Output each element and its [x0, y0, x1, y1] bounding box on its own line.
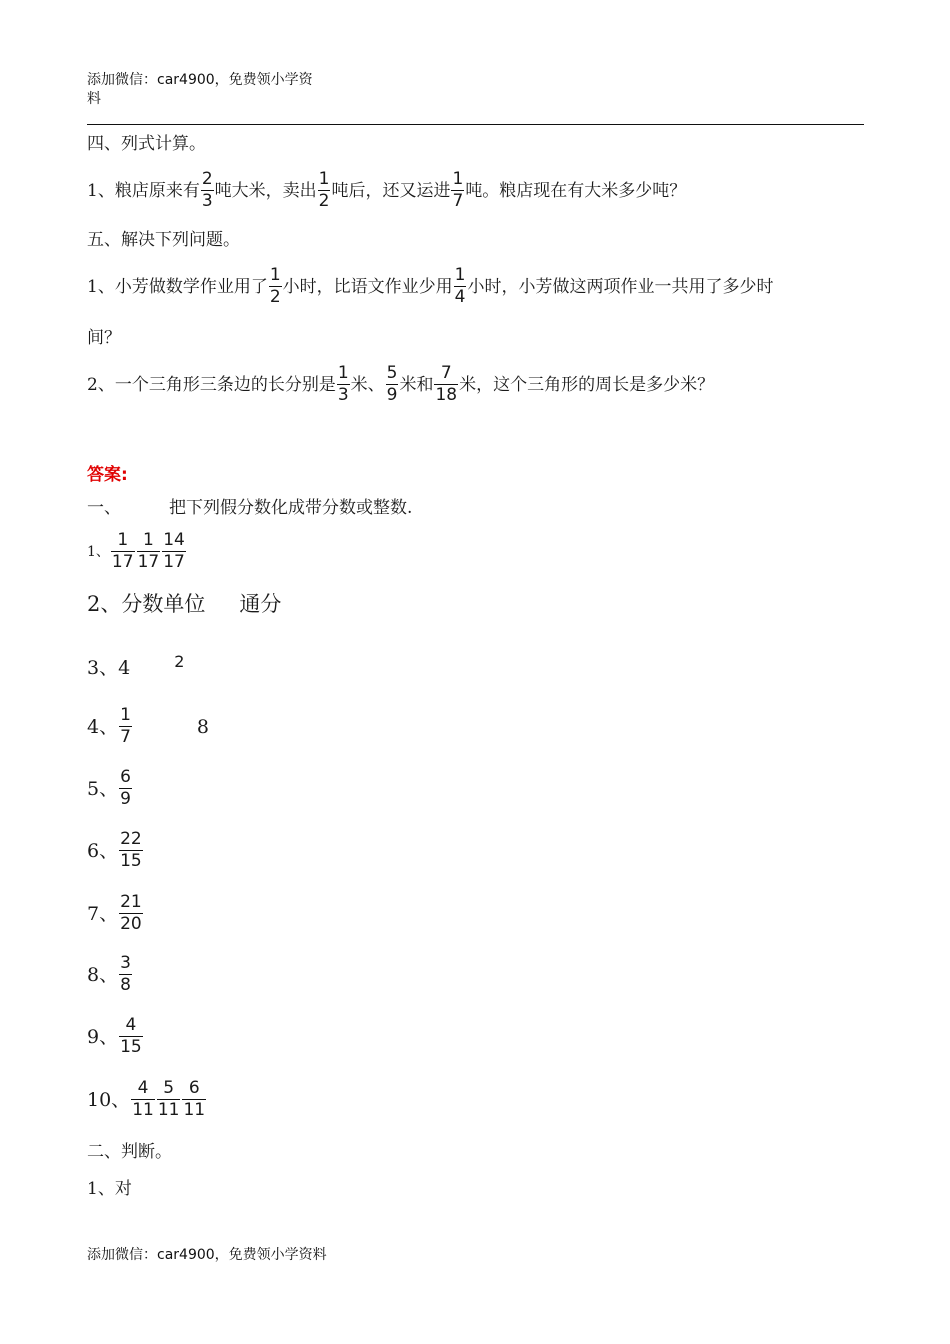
numerator: 22	[120, 829, 142, 849]
answer-label: 3、4	[87, 657, 131, 679]
answer-9	[87, 1016, 144, 1057]
numerator: 5	[163, 1078, 175, 1098]
answers-part-2-title: 二、判断。	[87, 1142, 172, 1162]
q-text: 1、粮店原来有	[87, 180, 200, 201]
section-5-question-2	[87, 364, 714, 405]
fraction	[201, 170, 214, 211]
part-label: 一、	[87, 498, 121, 518]
answer-4	[87, 706, 209, 747]
fraction	[119, 893, 143, 934]
answer-7	[87, 893, 144, 934]
header-text-line2: 料	[87, 91, 101, 107]
numerator: 1	[337, 363, 349, 383]
q-text: 小时，比语文作业少用	[282, 276, 453, 297]
denominator: 7	[452, 191, 464, 211]
q-text: 吨后，还又运进	[331, 180, 451, 201]
section-4-question-1	[87, 170, 686, 211]
fraction	[119, 1016, 143, 1057]
answer-3	[87, 652, 185, 680]
answer-6	[87, 830, 144, 871]
q-text: 吨大米，卖出	[214, 180, 317, 201]
header-divider	[87, 124, 864, 125]
numerator: 14	[163, 530, 185, 550]
numerator: 3	[120, 953, 131, 973]
denominator: 17	[111, 552, 134, 572]
fraction	[157, 1079, 181, 1120]
q-text: 1、小芳做数学作业用了	[87, 276, 268, 297]
header-text-line1: 添加微信：car4900，免费领小学资	[87, 72, 313, 88]
fraction	[386, 364, 399, 405]
answers-part-1-heading	[87, 496, 412, 520]
numerator: 1	[269, 265, 281, 285]
answer-label: 9、	[87, 1025, 119, 1048]
fraction	[119, 768, 132, 809]
fraction	[131, 1079, 155, 1120]
answer-label: 4、	[87, 715, 119, 738]
fraction	[111, 531, 135, 572]
numerator: 1	[142, 530, 154, 550]
q-text: 米，这个三角形的周长是多少米？	[459, 374, 715, 395]
denominator: 3	[337, 385, 349, 405]
denominator: 9	[120, 789, 131, 809]
denominator: 11	[157, 1100, 180, 1120]
answer-5	[87, 768, 133, 809]
denominator: 4	[454, 287, 466, 307]
answer-label: 7、	[87, 902, 119, 925]
denominator: 9	[386, 385, 398, 405]
numerator: 2	[201, 169, 213, 189]
denominator: 11	[183, 1100, 206, 1120]
footer-text: 添加微信：car4900，免费领小学资料	[87, 1247, 327, 1263]
fraction	[454, 266, 467, 307]
numerator: 4	[125, 1015, 137, 1035]
denominator: 11	[132, 1100, 154, 1120]
denominator: 2	[269, 287, 281, 307]
answer-10	[87, 1079, 207, 1120]
numerator: 1	[454, 265, 466, 285]
fraction	[269, 266, 282, 307]
q-text: 米和	[399, 374, 434, 395]
numerator: 7	[440, 363, 452, 383]
numerator: 1	[117, 530, 129, 550]
fraction	[434, 364, 458, 405]
numerator: 6	[188, 1078, 200, 1098]
denominator: 2	[318, 191, 330, 211]
denominator: 15	[120, 1037, 142, 1057]
fraction	[137, 531, 161, 572]
fraction	[451, 170, 464, 211]
fraction	[119, 706, 132, 747]
q-text: 米、	[350, 374, 385, 395]
answer-extra: 2	[174, 652, 185, 671]
q-text: 吨。粮店现在有大米多少吨？	[465, 180, 687, 201]
answer-judge-1: 1、对	[87, 1179, 132, 1199]
answer-2	[87, 592, 281, 616]
denominator: 18	[435, 385, 458, 405]
section-5-question-1	[87, 266, 773, 307]
answer-label: 8、	[87, 963, 119, 986]
fraction	[337, 364, 350, 405]
denominator: 17	[163, 552, 185, 572]
numerator: 1	[318, 169, 330, 189]
answer-label: 5、	[87, 777, 119, 800]
answer-label: 10、	[87, 1088, 131, 1111]
denominator: 15	[120, 851, 142, 871]
fraction	[318, 170, 331, 211]
answer-1	[87, 531, 187, 572]
numerator: 21	[120, 892, 142, 912]
fraction	[162, 531, 186, 572]
part-text: 把下列假分数化成带分数或整数.	[169, 498, 413, 518]
denominator: 8	[120, 975, 131, 995]
answer-label: 6、	[87, 839, 119, 862]
numerator: 5	[386, 363, 398, 383]
answer-label: 1、	[87, 543, 110, 560]
answer-extra: 通分	[239, 592, 282, 616]
numerator: 6	[120, 767, 131, 787]
answers-title: 答案:	[87, 465, 128, 485]
answer-extra: 8	[196, 715, 210, 738]
denominator: 20	[120, 914, 142, 934]
fraction	[119, 954, 132, 995]
numerator: 1	[120, 705, 131, 725]
numerator: 1	[452, 169, 464, 189]
fraction	[119, 830, 143, 871]
section-5-question-1-continued: 间？	[87, 328, 121, 348]
q-text: 2、一个三角形三条边的长分别是	[87, 374, 336, 395]
fraction	[182, 1079, 206, 1120]
answer-label: 2、分数单位	[87, 592, 206, 616]
denominator: 7	[120, 727, 131, 747]
q-text: 小时，小芳做这两项作业一共用了多少时	[467, 276, 774, 297]
denominator: 17	[137, 552, 160, 572]
answer-8	[87, 954, 133, 995]
denominator: 3	[201, 191, 213, 211]
numerator: 4	[137, 1078, 149, 1098]
section-4-title: 四、列式计算。	[87, 134, 206, 154]
section-5-title: 五、解决下列问题。	[87, 230, 240, 250]
